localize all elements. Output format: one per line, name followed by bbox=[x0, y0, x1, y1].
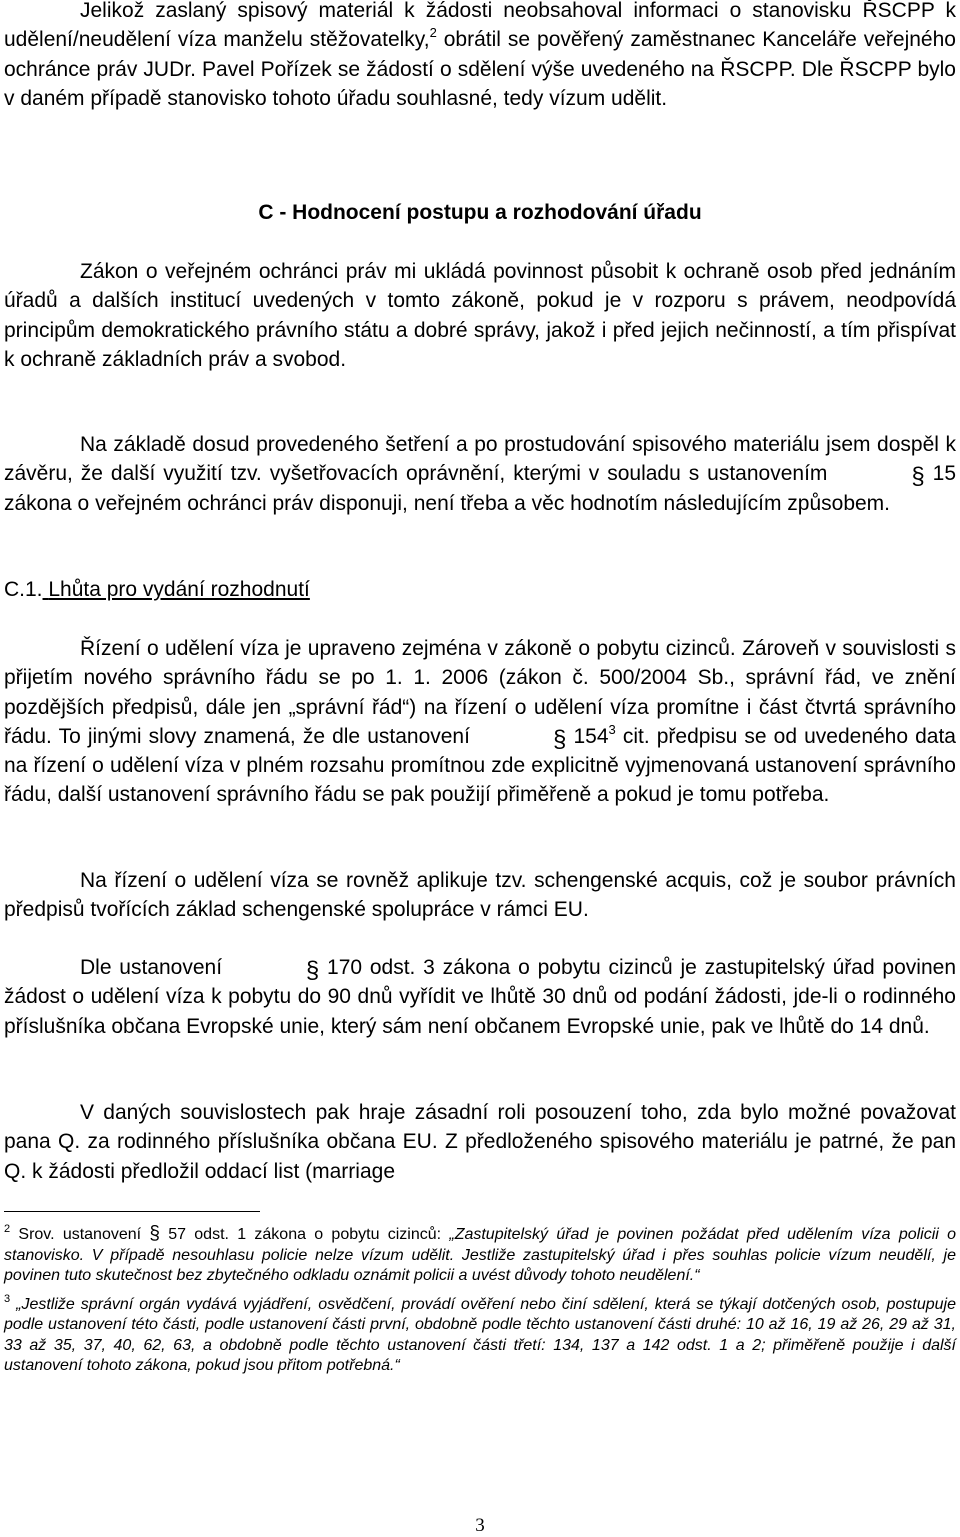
paragraph-2-text-b: 15 zákona o veřejném ochránci práv disponuji, není třeba a věc hodnotím následujícím způsobem. bbox=[4, 462, 956, 515]
section-title: C - Hodnocení postupu a rozhodování úřadu bbox=[258, 201, 702, 224]
paragraph-3-text-c: cit. předpisu se od uvedeného data na řízení o udělení víza v plném rozsahu promítnou zde explicitně vyjmenovaná ustanovení správního řádu, další ustanovení správního řádu se pak použijí přiměřeně a pokud je tomu potřeba. bbox=[4, 724, 956, 807]
paragraph-3: Řízení o udělení víza je upraveno zejména v zákoně o pobytu cizinců. Zároveň v souvislosti s přijetím nového správního řádu se po 1. 1. 2006 (zákon č. 500/2004 Sb., správní řád, ve znění pozdějších předpisů, dále jen „správní řád“) na řízení o udělení víza promítne i část čtvrtá správního řádu. To jinými slovy znamená, že dle ustanovení § $154^3$ cit. předpisu se od uvedeného data na řízení o udělení víza v plném rozsahu promítnou zde explicitně vyjmenovaná ustanovení správního řádu, další ustanovení správního řádu se pak použijí přiměřeně a pokud je tomu potřeba. bbox=[4, 637, 956, 807]
footnotes bbox=[4, 1224, 956, 1377]
paragraph-3-text-b: 154 bbox=[566, 724, 609, 748]
paragraph-2-text-a: Na základě dosud provedeného šetření a po prostudování spisového materiálu jsem dospěl k závěru, že další využití tzv. vyšetřovacích oprávnění, kterými v souladu s ustanovením bbox=[4, 433, 956, 486]
footnote-ref-2: 2 bbox=[429, 25, 437, 41]
subsection-heading bbox=[4, 578, 310, 602]
section-sign-icon: § bbox=[149, 1223, 160, 1244]
footnote-2-quote: „Zastupitelský úřad je povinen požádat před udělením víza policii o stanovisko. V případě nesouhlasu policie nelze vízum udělit. Jestliže zastupitelský úřad i přes souhlas policie vízum neudělí, je povinen tuto skutečnost bez zbytečného odkladu oznámit policii a uvést důvody tohoto neudělení.“ bbox=[4, 1226, 957, 1284]
footnote-3-number: 3 bbox=[4, 1292, 11, 1305]
footnote-3-quote: „Jestliže správní orgán vydává vyjádření, osvědčení, provádí ověření nebo činí sdělení, která se týkají dotčených osob, postupuje podle ustanovení této části, podle ustanovení části první, obdobně podle těchto ustanovení části druhé: 10 až 16, 19 až 26, 29 až 31, 33 až 35, 37, 40, 62, 63, a obdobně podle těchto ustanovení části třetí: 134, 137 a 142 odst. 1 a 2; přiměřeně použije i další ustanovení tohoto zákona, pokud jsou přitom potřebná.“ bbox=[4, 1295, 956, 1374]
footnote-separator bbox=[4, 1211, 260, 1212]
subsection-number: C.1. bbox=[4, 578, 43, 601]
paragraph-4: Na řízení o udělení víza se rovněž aplikuje tzv. schengenské acquis, což je soubor právních předpisů tvořících základ schengenské spolupráce v rámci EU. bbox=[4, 869, 956, 922]
intro-paragraph bbox=[4, 0, 956, 113]
intro-text-1: Jelikož zaslaný spisový materiál k žádosti neobsahoval informaci o stanovisku ŘSCPP k udělení/neudělení víza manželu stěžovatelky, bbox=[4, 0, 956, 52]
paragraph-2: Na základě dosud provedeného šetření a po prostudování spisového materiálu jsem dospěl k závěru, že další využití tzv. vyšetřovacích oprávnění, kterými v souladu s ustanovením § 15 zákona o veřejném ochránci práv disponuji, není třeba a věc hodnotím následujícím způsobem. bbox=[4, 433, 956, 515]
intro-text-2: obrátil se pověřený zaměstnanec Kanceláře veřejného ochránce práv JUDr. Pavel Pořízek se žádostí o sdělení výše uvedeného na ŘSCPP. Dle ŘSCPP bylo v daném případě stanovisko tohoto úřadu souhlasné, tedy vízum udělit. bbox=[4, 28, 956, 110]
paragraph-1: Zákon o veřejném ochránci práv mi ukládá povinnost působit k ochraně osob před jednáním úřadů a dalších institucí uvedených v tomto zákoně, pokud je v rozporu s právem, neodpovídá principům demokratického právního státu a dobré správy, jakož i před jejich nečinností, a tím přispívat k ochraně základních práv a svobod. bbox=[4, 260, 956, 371]
paragraph-5-text-a: Dle ustanovení bbox=[80, 956, 230, 979]
paragraph-3-text-a: Řízení o udělení víza je upraveno zejména v zákoně o pobytu cizinců. Zároveň v souvislosti s přijetím nového správního řádu se po 1. 1. 2006 (zákon č. 500/2004 Sb., správní řád, ve znění pozdějších předpisů, dále jen „správní řád“) na řízení o udělení víza promítne i část čtvrtá správního řádu. To jinými slovy znamená, že dle ustanovení bbox=[4, 637, 956, 748]
subsection-title: Lhůta pro vydání rozhodnutí bbox=[48, 578, 310, 601]
paragraph-5: Dle ustanovení § 170 odst. 3 zákona o pobytu cizinců je zastupitelský úřad povinen žádost o udělení víza k pobytu do 90 dnů vyřídit ve lhůtě 30 dnů od podání žádosti, jde-li o rodinného příslušníka občana Evropské unie, který sám není občanem Evropské unie, pak ve lhůtě do 14 dnů. bbox=[4, 956, 956, 1038]
footnote-2-text: Srov. ustanovení bbox=[10, 1226, 150, 1243]
footnote-2-number: 2 bbox=[4, 1223, 11, 1235]
paragraph-5-text-b: 170 odst. 3 zákona o pobytu cizinců je zastupitelský úřad povinen žádost o udělení víza k pobytu do 90 dnů vyřídit ve lhůtě 30 dnů od podání žádosti, jde-li o rodinného příslušníka občana Evropské unie, který sám není občanem Evropské unie, pak ve lhůtě do 14 dnů. bbox=[4, 956, 956, 1038]
footnote-2 bbox=[4, 1224, 956, 1287]
footnote-3 bbox=[4, 1292, 956, 1377]
footnote-2-text-2: 57 odst. 1 zákona o pobytu cizinců: bbox=[159, 1226, 450, 1243]
paragraph-6: V daných souvislostech pak hraje zásadní roli posouzení toho, zda bylo možné považovat pana Q. za rodinného příslušníka občana EU. Z předloženého spisového materiálu je patrné, že pan Q. k žádosti předložil oddací list (marriage bbox=[4, 1101, 956, 1183]
footnote-ref-3: 3 bbox=[608, 721, 616, 737]
page-number: 3 bbox=[475, 1515, 485, 1536]
